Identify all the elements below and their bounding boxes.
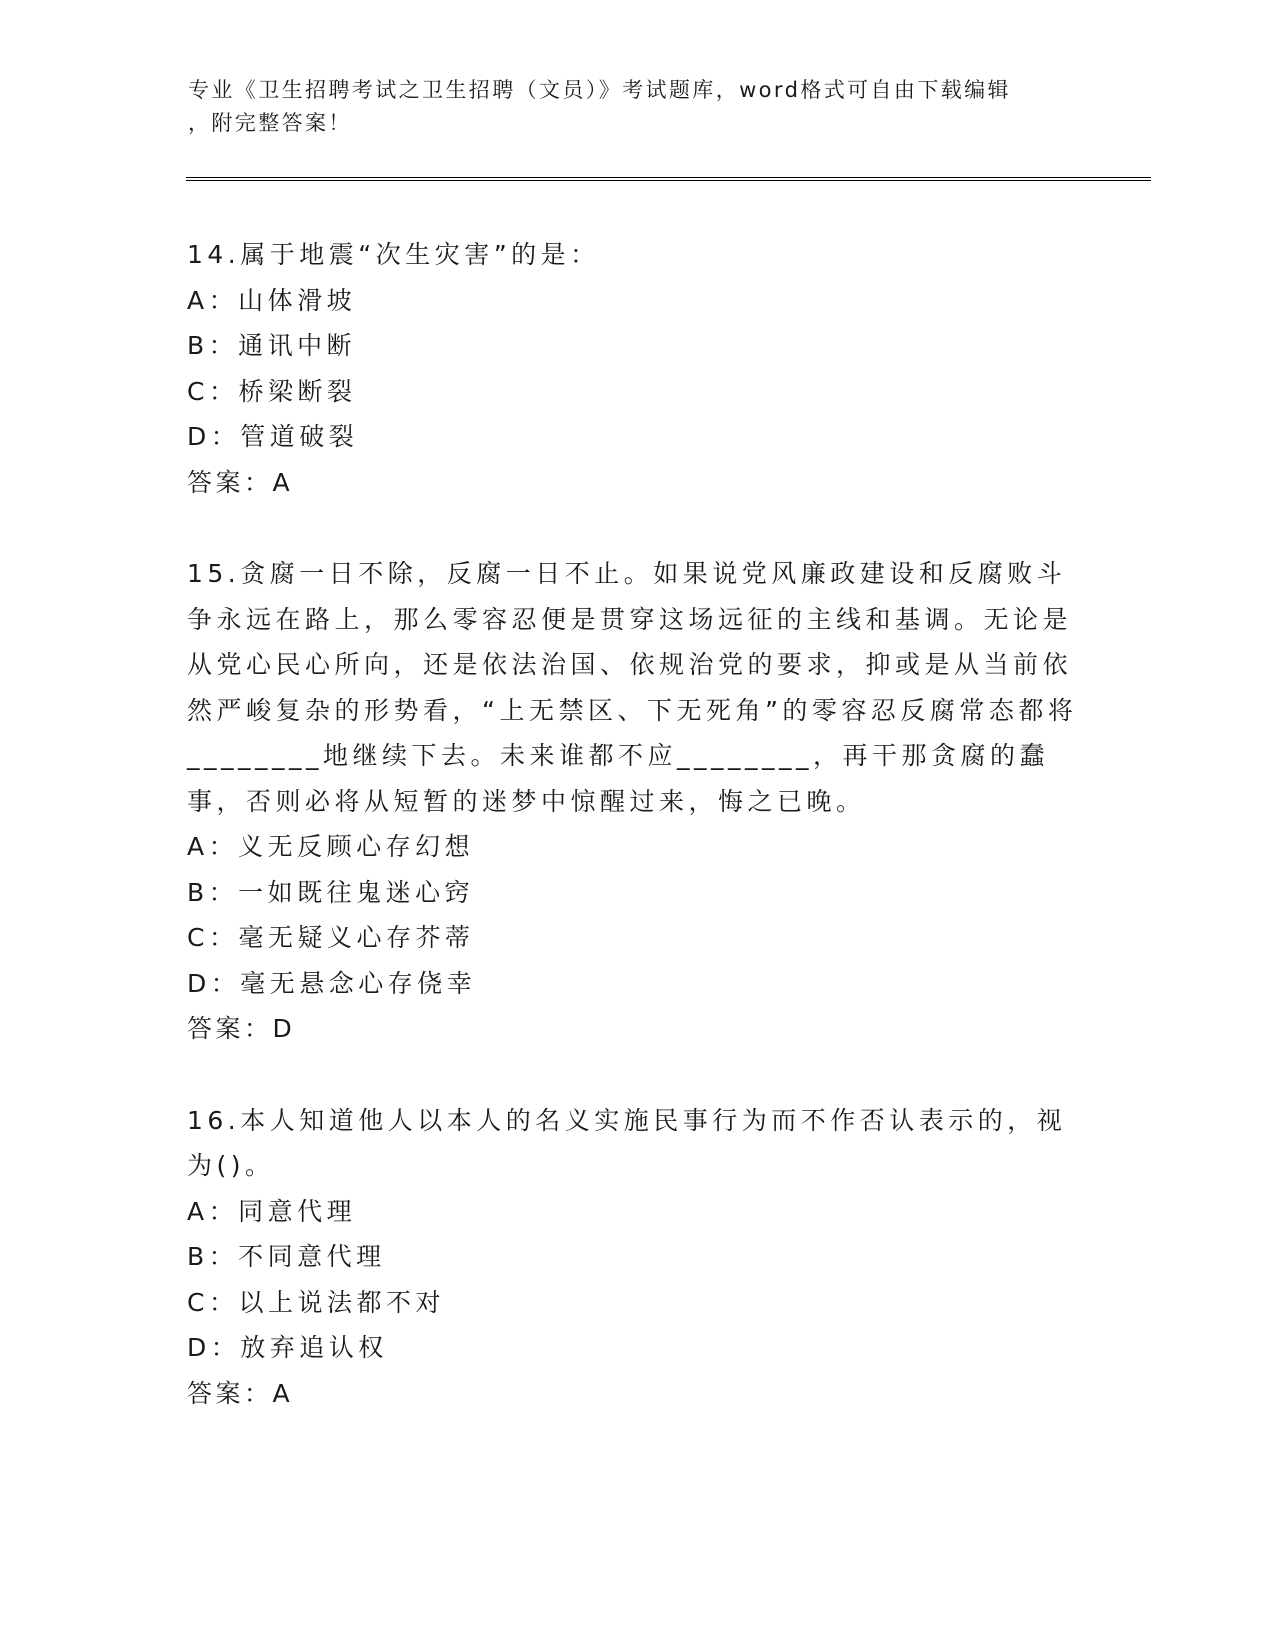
option-b: B：不同意代理: [187, 1242, 386, 1271]
question-14: [187, 232, 1087, 505]
option-d: D：放弃追认权: [187, 1333, 388, 1362]
option-d: D：管道破裂: [187, 422, 359, 451]
option-c: C：毫无疑义心存芥蒂: [187, 923, 475, 952]
question-16: [187, 1098, 1087, 1417]
answer: 答案：A: [187, 467, 294, 497]
option-b: B：一如既往鬼迷心窍: [187, 877, 475, 907]
header-divider: [186, 177, 1151, 181]
option-d: D：毫无悬念心存侥幸: [187, 968, 477, 998]
answer: 答案：A: [187, 1378, 294, 1408]
question-stem: 16.本人知道他人以本人的名义实施民事行为而不作否认表示的，视为()。: [187, 1105, 1067, 1180]
option-a: A：同意代理: [187, 1196, 357, 1226]
question-stem: 14.属于地震“次生灾害”的是：: [187, 240, 600, 269]
question-15: [187, 551, 1087, 1052]
option-c: C：以上说法都不对: [187, 1287, 445, 1317]
header-line-2: ，附完整答案！: [188, 111, 352, 135]
question-stem: 15.贪腐一日不除，反腐一日不止。如果说党风廉政建设和反腐败斗争永远在路上，那么零容忍便是贯穿这场远征的主线和基调。无论是从党心民心所向，还是依法治国、依规治党的要求，抑或是从当前依然严峻复杂的形势看，“上无禁区、下无死角”的零容忍反腐常态都将________地继续下去。未来谁都不应________，再干那贪腐的蠢事，否则必将从短暂的迷梦中惊醒过来，悔之已晚。: [187, 559, 1078, 816]
option-a: A：山体滑坡: [187, 285, 357, 315]
question-list: [187, 232, 1087, 1462]
option-a: A：义无反顾心存幻想: [187, 832, 475, 861]
answer: 答案：D: [187, 1014, 296, 1043]
header-line-1: 专业《卫生招聘考试之卫生招聘（文员）》考试题库，word格式可自由下载编辑: [188, 78, 1011, 102]
option-b: B：通讯中断: [187, 331, 357, 360]
option-c: C：桥梁断裂: [187, 376, 357, 406]
page-header: [188, 74, 1088, 140]
